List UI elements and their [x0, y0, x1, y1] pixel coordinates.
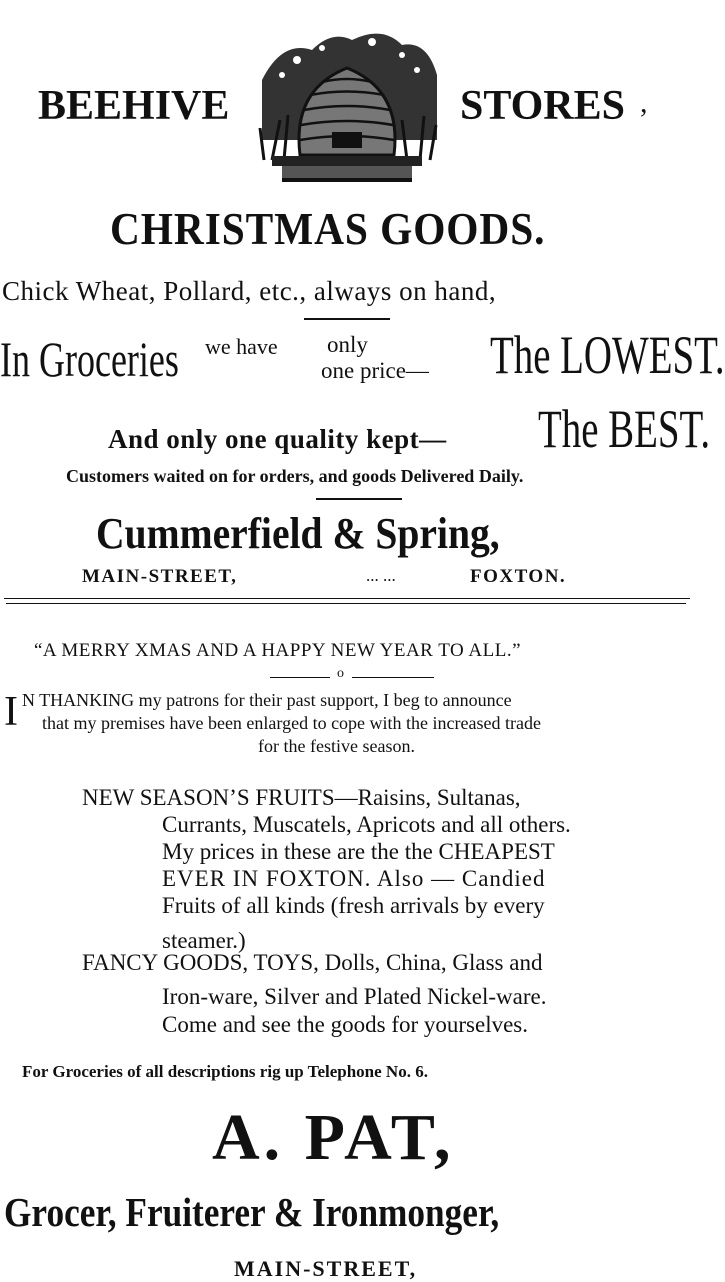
firm-name: Cummerfield & Spring,: [96, 509, 500, 558]
ad-separator-bottom: [6, 603, 686, 604]
pat-address: MAIN-STREET,: [234, 1256, 418, 1281]
divider-left: [270, 677, 330, 678]
fancy-line-1: FANCY GOODS, TOYS, Dolls, China, Glass and: [82, 950, 543, 975]
address-town: FOXTON.: [470, 566, 567, 587]
merry-xmas-greeting: “A MERRY XMAS AND A HAPPY NEW YEAR TO ALL.”: [34, 640, 522, 661]
groceries-lowest: The LOWEST.: [490, 325, 725, 385]
fruits-line-1: NEW SEASON’S FRUITS—Raisins, Sultanas,: [82, 785, 521, 810]
christmas-goods-heading: CHRISTMAS GOODS.: [110, 203, 546, 254]
fancy-line-2: Iron-ware, Silver and Plated Nickel-ware.: [162, 984, 547, 1009]
address-street: MAIN-STREET,: [82, 566, 238, 587]
intro-line-3: for the festive season.: [258, 736, 415, 756]
customers-line: Customers waited on for orders, and goods Delivered Daily.: [66, 466, 524, 486]
short-rule-2: [316, 498, 402, 500]
fruits-line-5: Fruits of all kinds (fresh arrivals by every: [162, 893, 545, 918]
short-rule: [304, 318, 390, 320]
quality-lead: And only one quality kept—: [108, 424, 447, 454]
beehive-engraving-icon: [252, 20, 442, 190]
fruits-line-6: steamer.): [162, 928, 246, 953]
fruits-line-4: EVER IN FOXTON. Also — Candied: [162, 866, 546, 891]
brand-beehive: BEEHIVE: [38, 83, 230, 129]
intro-line-1: N THANKING my patrons for their past support, I beg to announce: [22, 690, 512, 710]
brand-stores: STORES: [460, 83, 625, 129]
groceries-we-have: we have: [205, 334, 278, 359]
groceries-only: only: [327, 332, 368, 357]
fruits-line-3: My prices in these are the the CHEAPEST: [162, 839, 555, 864]
address-dots: ... ...: [366, 566, 396, 585]
intro-line-2: that my premises have been enlarged to cope with the increased trade: [42, 713, 541, 733]
divider-mark: o: [337, 666, 344, 681]
chick-wheat-line: Chick Wheat, Pollard, etc., always on hand,: [2, 276, 497, 306]
telephone-line: For Groceries of all descriptions rig up Telephone No. 6.: [22, 1062, 428, 1081]
groceries-lead: In Groceries: [0, 331, 179, 387]
proprietor-name: A. PAT,: [212, 1101, 455, 1174]
quality-best: The BEST.: [538, 399, 711, 459]
groceries-one-price: one price—: [321, 358, 429, 383]
trades-line: Grocer, Fruiterer & Ironmonger,: [4, 1189, 500, 1235]
fancy-line-3: Come and see the goods for yourselves.: [162, 1012, 529, 1037]
fruits-line-2: Currants, Muscatels, Apricots and all others.: [162, 812, 571, 837]
brand-trailing-comma: ,: [640, 86, 648, 119]
divider-right: [352, 677, 434, 678]
intro-drop-cap: I: [4, 689, 18, 735]
ad-separator-top: [4, 598, 690, 599]
